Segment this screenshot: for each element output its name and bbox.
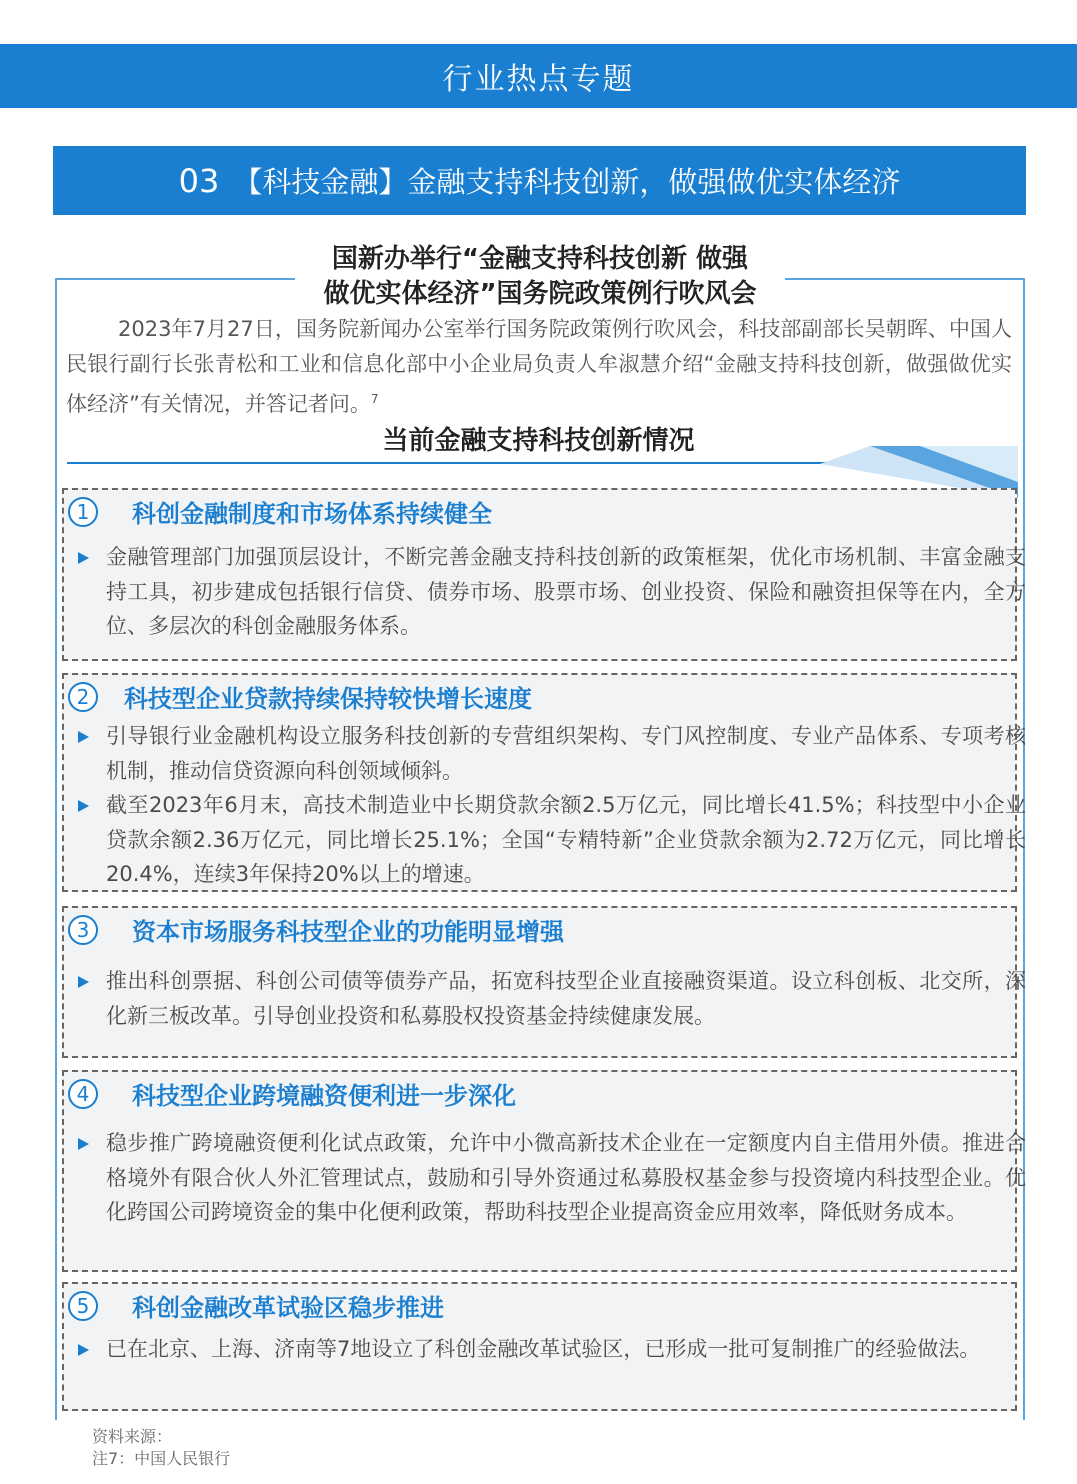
- item-card-3: [62, 906, 1026, 1058]
- bullet-triangle-icon: [78, 731, 89, 743]
- source-note: [92, 1426, 230, 1470]
- bullet-triangle-icon: [78, 1138, 89, 1150]
- item-heading: [68, 679, 532, 714]
- number-circle: 3: [68, 915, 98, 945]
- item-title: 科创金融改革试验区稳步推进: [132, 1294, 444, 1322]
- item-title: 科创金融制度和市场体系持续健全: [132, 500, 492, 528]
- item-heading: [68, 494, 492, 529]
- banner-title: 行业热点专题: [442, 62, 635, 97]
- item-card-2: [62, 673, 1026, 892]
- section-header: [53, 146, 1026, 215]
- item-heading: [68, 1288, 444, 1323]
- bullet-triangle-icon: [78, 976, 89, 988]
- list-item: 稳步推广跨境融资便利化试点政策，允许中小微高新技术企业在一定额度内自主借用外债。推进合格境外有限合伙人外汇管理试点，鼓励和引导外资通过私募股权基金参与投资境内科技型企业。优化跨国公司跨境资金的集中化便利政策，帮助科技型企业提高资金应用效率，降低财务成本。: [78, 1126, 1026, 1230]
- list-item: 推出科创票据、科创公司债等债券产品，拓宽科技型企业直接融资渠道。设立科创板、北交所，深化新三板改革。引导创业投资和私募股权投资基金持续健康发展。: [78, 964, 1026, 1033]
- list-item: 引导银行业金融机构设立服务科技创新的专营组织架构、专门风控制度、专业产品体系、专项考核机制，推动信贷资源向科创领域倾斜。: [78, 719, 1026, 788]
- item-card-5: [62, 1282, 1017, 1411]
- item-card-4: [62, 1070, 1026, 1272]
- page-banner: [0, 44, 1077, 108]
- footnote-text: 注7：中国人民银行: [92, 1449, 231, 1468]
- subtitle-rule: [67, 462, 837, 464]
- section-number: 03: [178, 161, 220, 200]
- briefing-title-line1: 国新办举行“金融支持科技创新 做强: [331, 244, 749, 274]
- list-item: 金融管理部门加强顶层设计，不断完善金融支持科技创新的政策框架，优化市场机制、丰富金融支持工具，初步建成包括银行信贷、债券市场、股票市场、创业投资、保险和融资担保等在内，全方位、多层次的科创金融服务体系。: [78, 540, 1026, 644]
- item-title: 资本市场服务科技型企业的功能明显增强: [132, 918, 564, 946]
- intro-paragraph: [66, 312, 1012, 422]
- source-label: 资料来源：: [92, 1427, 173, 1446]
- section-title: 【科技金融】金融支持科技创新，做强做优实体经济: [233, 165, 901, 199]
- subtitle: 当前金融支持科技创新情况: [382, 426, 695, 456]
- number-circle: 4: [68, 1079, 98, 1109]
- briefing-title: [295, 242, 785, 312]
- bullet-triangle-icon: [78, 552, 89, 564]
- briefing-title-line2: 做优实体经济”国务院政策例行吹风会: [323, 279, 757, 309]
- item-title: 科技型企业贷款持续保持较快增长速度: [124, 685, 532, 713]
- number-circle: 1: [68, 497, 98, 527]
- list-item: 已在北京、上海、济南等7地设立了科创金融改革试验区，已形成一批可复制推广的经验做法。: [78, 1332, 1026, 1367]
- number-circle: 2: [68, 682, 98, 712]
- item-card-1: [62, 488, 1026, 661]
- number-circle: 5: [68, 1291, 98, 1321]
- item-title: 科技型企业跨境融资便利进一步深化: [132, 1082, 516, 1110]
- item-heading: [68, 1076, 516, 1111]
- list-item: 截至2023年6月末，高技术制造业中长期贷款余额2.5万亿元，同比增长41.5%；科技型中小企业贷款余额2.36万亿元，同比增长25.1%；全国“专精特新”企业贷款余额为2.72万亿元，同比增长20.4%，连续3年保持20%以上的增速。: [78, 788, 1026, 892]
- bullet-triangle-icon: [78, 800, 89, 812]
- bullet-triangle-icon: [78, 1344, 89, 1356]
- footnote-ref: 7: [370, 392, 379, 406]
- intro-text: 2023年7月27日，国务院新闻办公室举行国务院政策例行吹风会，科技部副部长吴朝晖、中国人民银行副行长张青松和工业和信息化部中小企业局负责人牟淑慧介绍“金融支持科技创新，做强做优实体经济”有关情况，并答记者问。: [66, 317, 1012, 416]
- item-heading: [68, 912, 564, 947]
